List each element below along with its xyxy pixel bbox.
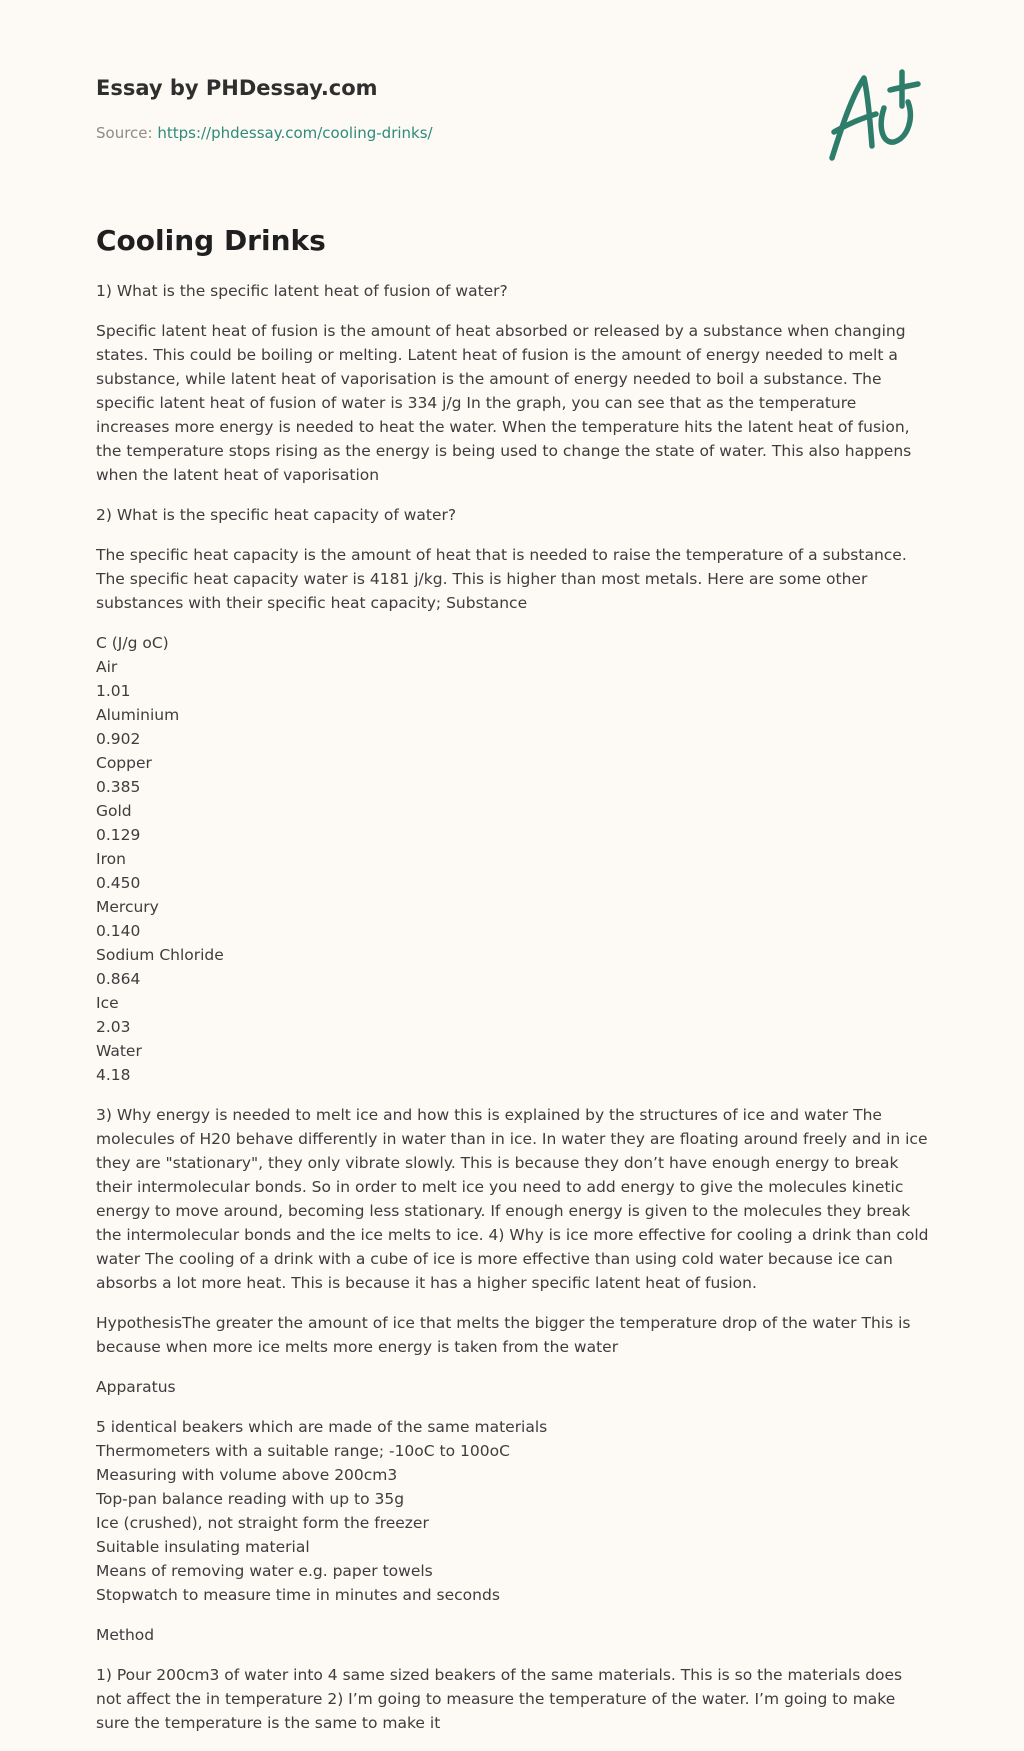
source-line (96, 124, 928, 142)
list-item: Suitable insulating material (96, 1538, 310, 1556)
list-item: 0.450 (96, 874, 141, 892)
paragraph-melting-ice: 3) Why energy is needed to melt ice and how this is explained by the structures of ice and water The molecules of H20 behave differently in water than in ice. In water they are floating around freely and in ice they are "stationary", they only vibrate slowly. This is because they don’t have enough energy to break their intermolecular bonds. So in order to melt ice you need to add energy to give the molecules kinetic energy to move around, becoming less stationary. If enough energy is given to the molecules they break the intermolecular bonds and the ice melts to ice. 4) Why is ice more effective for cooling a drink than cold water The cooling of a drink with a cube of ice is more effective than using cold water because ice can absorbs a lot more heat. This is because it has a higher specific latent heat of fusion. (96, 1106, 929, 1292)
paragraph-latent-heat: Specific latent heat of fusion is the amount of heat absorbed or released by a substance when changing states. This could be boiling or melting. Latent heat of fusion is the amount of energy needed to melt a substance, while latent heat of vaporisation is the amount of energy needed to boil a substance. The specific latent heat of fusion of water is 334 j/g In the graph, you can see that as the temperature increases more energy is needed to heat the water. When the temperature hits the latent heat of fusion, the temperature stops rising as the energy is being used to change the state of water. This also happens when the latent heat of vaporisation (96, 322, 912, 484)
list-item: 5 identical beakers which are made of the same materials (96, 1418, 548, 1436)
list-item: Ice (96, 994, 119, 1012)
list-item: 4.18 (96, 1066, 131, 1084)
heat-capacity-list (96, 631, 932, 1087)
source-link[interactable]: https://phdessay.com/cooling-drinks/ (157, 124, 433, 142)
list-item: Copper (96, 754, 152, 772)
list-item: Top-pan balance reading with up to 35g (96, 1490, 405, 1508)
question-2: 2) What is the specific heat capacity of water? (96, 506, 457, 524)
list-item: 0.129 (96, 826, 141, 844)
question-1: 1) What is the specific latent heat of fusion of water? (96, 282, 508, 300)
list-item: Aluminium (96, 706, 180, 724)
list-item: 0.140 (96, 922, 141, 940)
brand-title: Essay by PHDessay.com (96, 76, 378, 100)
essay-content (96, 224, 932, 1751)
header (96, 76, 928, 142)
essay-title: Cooling Drinks (96, 224, 326, 257)
apparatus-list (96, 1415, 932, 1607)
list-item: Stopwatch to measure time in minutes and seconds (96, 1586, 500, 1604)
list-item: Mercury (96, 898, 159, 916)
a-plus-logo-icon (822, 66, 932, 166)
list-item: Gold (96, 802, 132, 820)
list-item: 2.03 (96, 1018, 131, 1036)
list-item: 0.385 (96, 778, 141, 796)
list-item: Means of removing water e.g. paper towels (96, 1562, 433, 1580)
paragraph-heat-capacity: The specific heat capacity is the amount of heat that is needed to raise the temperature of a substance. The specific heat capacity water is 4181 j/kg. This is higher than most metals. Here are some other substances with their specific heat capacity; Substance (96, 546, 907, 612)
list-item: Air (96, 658, 118, 676)
source-label: Source: (96, 124, 158, 142)
paragraph-hypothesis: HypothesisThe greater the amount of ice that melts the bigger the temperature drop of the water This is because when more ice melts more energy is taken from the water (96, 1314, 911, 1356)
paragraph-method: 1) Pour 200cm3 of water into 4 same sized beakers of the same materials. This is so the materials does not affect the in temperature 2) I’m going to measure the temperature of the water. I’m going to make sure the temperature is the same to make it (96, 1666, 903, 1732)
list-item: Measuring with volume above 200cm3 (96, 1466, 398, 1484)
list-item: 0.864 (96, 970, 141, 988)
list-item: C (J/g oC) (96, 634, 169, 652)
list-item: 0.902 (96, 730, 141, 748)
list-item: Water (96, 1042, 142, 1060)
list-item: Thermometers with a suitable range; -10oC to 100oC (96, 1442, 510, 1460)
apparatus-heading: Apparatus (96, 1378, 176, 1396)
list-item: 1.01 (96, 682, 131, 700)
list-item: Iron (96, 850, 126, 868)
list-item: Ice (crushed), not straight form the freezer (96, 1514, 429, 1532)
list-item: Sodium Chloride (96, 946, 224, 964)
method-heading: Method (96, 1626, 155, 1644)
